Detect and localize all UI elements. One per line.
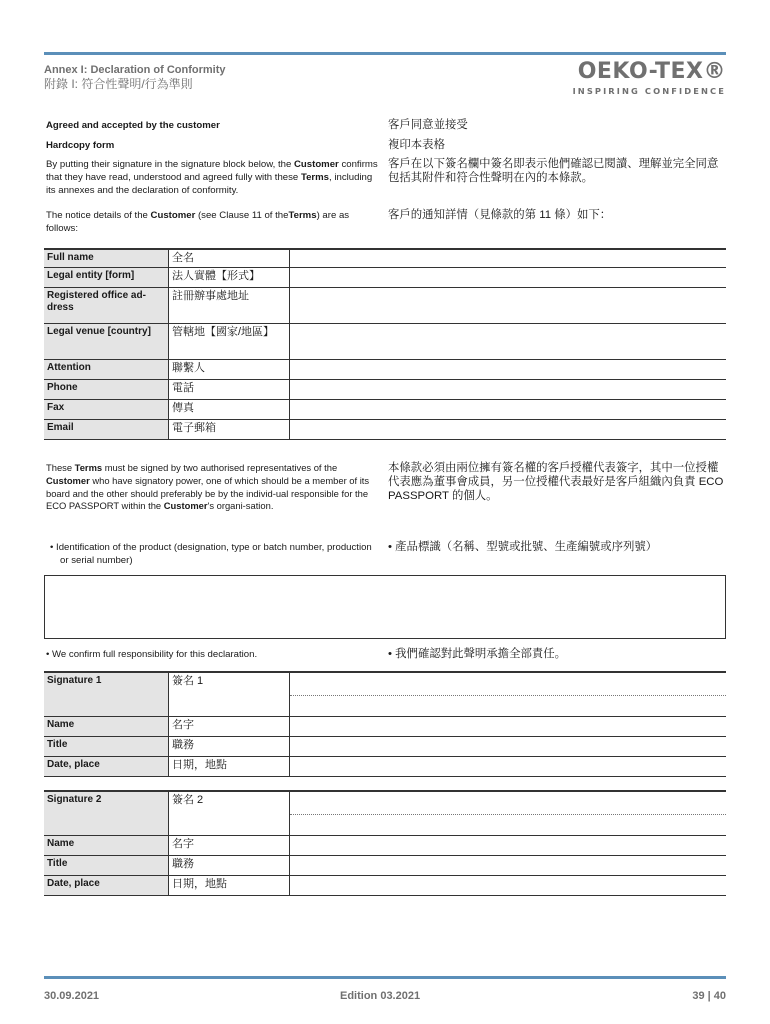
row-label-zh: 法人實體【形式】	[169, 267, 290, 287]
signature-label-zh: 簽名 1	[169, 672, 290, 716]
row-label-zh: 電子郵箱	[169, 419, 290, 439]
date-place-label-en: Date, place	[44, 875, 169, 895]
signature-1-field[interactable]	[290, 672, 727, 716]
table-row	[44, 756, 726, 776]
identification-label-en: • Identification of the product (designation, type or batch number, production or serial number)	[50, 542, 372, 566]
email-field[interactable]	[290, 419, 727, 439]
signature-block-2	[44, 790, 726, 896]
table-row	[44, 875, 726, 895]
annex-title-en: Annex I: Declaration of Conformity	[44, 64, 226, 76]
bullet-icon: •	[50, 542, 57, 553]
row-label-en: Full name	[44, 249, 169, 267]
identification-label-zh: • 產品標識（名稱、型號或批號、生產編號或序列號）	[388, 541, 658, 553]
name-label-zh: 名字	[169, 716, 290, 736]
signature-line	[290, 792, 726, 815]
row-label-zh: 電話	[169, 379, 290, 399]
table-row	[44, 249, 726, 267]
date-place-label-en: Date, place	[44, 756, 169, 776]
signature-intro-zh: 客戶在以下簽名欄中簽名即表示他們確認已閱讀、理解並完全同意包括其附件和符合性聲明在內的本條款。	[388, 158, 719, 184]
bullet-icon: •	[388, 648, 396, 660]
date-place-2-field[interactable]	[290, 875, 727, 895]
date-place-1-field[interactable]	[290, 756, 727, 776]
table-row	[44, 716, 726, 736]
signature-block-1	[44, 671, 726, 777]
row-label-zh: 註冊辦事處地址	[169, 287, 290, 323]
signature-label-zh: 簽名 2	[169, 791, 290, 835]
row-label-en: Phone	[44, 379, 169, 399]
table-row	[44, 672, 726, 716]
signature-label-en: Signature 2	[44, 791, 169, 835]
logo-brand: OEKO-TEX®	[577, 59, 726, 84]
notice-details-zh: 客戶的通知詳情（見條款的第 11 條）如下：	[388, 209, 612, 221]
table-row	[44, 419, 726, 439]
title-label-en: Title	[44, 736, 169, 756]
signature-line	[290, 673, 726, 696]
table-row	[44, 323, 726, 359]
name-label-zh: 名字	[169, 835, 290, 855]
row-label-zh: 傳真	[169, 399, 290, 419]
date-place-label-zh: 日期，地點	[169, 756, 290, 776]
confirm-zh: • 我們確認對此聲明承擔全部責任。	[388, 648, 567, 660]
agreed-heading-en: Agreed and accepted by the customer	[46, 120, 220, 131]
row-label-en: Registered office ad-dress	[44, 287, 169, 323]
table-row	[44, 399, 726, 419]
annex-title-zh: 附錄 I: 符合性聲明/行為準則	[44, 77, 193, 91]
page-number: 39 | 40	[692, 990, 726, 1002]
row-label-en: Fax	[44, 399, 169, 419]
title-1-field[interactable]	[290, 736, 727, 756]
legal-venue-field[interactable]	[290, 323, 727, 359]
date-place-label-zh: 日期，地點	[169, 875, 290, 895]
attention-field[interactable]	[290, 359, 727, 379]
bullet-icon: •	[388, 541, 396, 553]
row-label-en: Attention	[44, 359, 169, 379]
title-label-en: Title	[44, 855, 169, 875]
logo-tagline: INSPIRING CONFIDENCE	[572, 86, 726, 96]
hardcopy-heading-en: Hardcopy form	[46, 140, 115, 151]
annex-title	[44, 63, 226, 91]
footer-rule	[44, 976, 726, 979]
phone-field[interactable]	[290, 379, 727, 399]
table-row	[44, 267, 726, 287]
terms-note-en: These Terms must be signed by two authorised representatives of the Customer who have signatory power, one of which should be a member of its board and the other should preferably be by the individ-ual responsible for the ECO PASSPORT within the Customer's organi-sation.	[46, 462, 370, 512]
footer-date: 30.09.2021	[44, 990, 100, 1002]
full-name-field[interactable]	[290, 249, 727, 267]
row-label-en: Legal entity [form]	[44, 267, 169, 287]
customer-details-table	[44, 248, 726, 440]
hardcopy-heading-zh: 複印本表格	[388, 139, 445, 151]
signature-label-en: Signature 1	[44, 672, 169, 716]
table-row	[44, 835, 726, 855]
product-identification-input[interactable]	[44, 575, 726, 639]
title-label-zh: 職務	[169, 736, 290, 756]
row-label-zh: 全名	[169, 249, 290, 267]
fax-field[interactable]	[290, 399, 727, 419]
registered-office-field[interactable]	[290, 287, 727, 323]
table-row	[44, 736, 726, 756]
bullet-icon: •	[46, 649, 53, 660]
title-2-field[interactable]	[290, 855, 727, 875]
footer-edition: Edition 03.2021	[340, 990, 421, 1002]
row-label-zh: 聯繫人	[169, 359, 290, 379]
name-label-en: Name	[44, 716, 169, 736]
signature-intro-en: By putting their signature in the signature block below, the Customer confirms that they have read, understood and agreed fully with these Terms, including its annexes and the declaration of conformity.	[46, 159, 378, 196]
oeko-tex-logo	[540, 60, 726, 96]
table-row	[44, 791, 726, 835]
row-label-en: Legal venue [country]	[44, 323, 169, 359]
signature-2-field[interactable]	[290, 791, 727, 835]
table-row	[44, 855, 726, 875]
row-label-en: Email	[44, 419, 169, 439]
row-label-zh: 管轄地【國家/地區】	[169, 323, 290, 359]
name-1-field[interactable]	[290, 716, 727, 736]
notice-details-en: The notice details of the Customer (see Clause 11 of theTerms) are as follows:	[46, 210, 350, 234]
agreed-heading-zh: 客戶同意並接受	[388, 119, 468, 131]
table-row	[44, 359, 726, 379]
header-rule	[44, 52, 726, 55]
table-row	[44, 287, 726, 323]
confirm-en: • We confirm full responsibility for this declaration.	[46, 649, 258, 660]
terms-note-zh: 本條款必須由兩位擁有簽名權的客戶授權代表簽字，其中一位授權代表應為董事會成員，另一位授權代表最好是客戶組織內負責 ECO PASSPORT 的個人。	[388, 462, 724, 502]
title-label-zh: 職務	[169, 855, 290, 875]
name-2-field[interactable]	[290, 835, 727, 855]
legal-entity-field[interactable]	[290, 267, 727, 287]
name-label-en: Name	[44, 835, 169, 855]
table-row	[44, 379, 726, 399]
